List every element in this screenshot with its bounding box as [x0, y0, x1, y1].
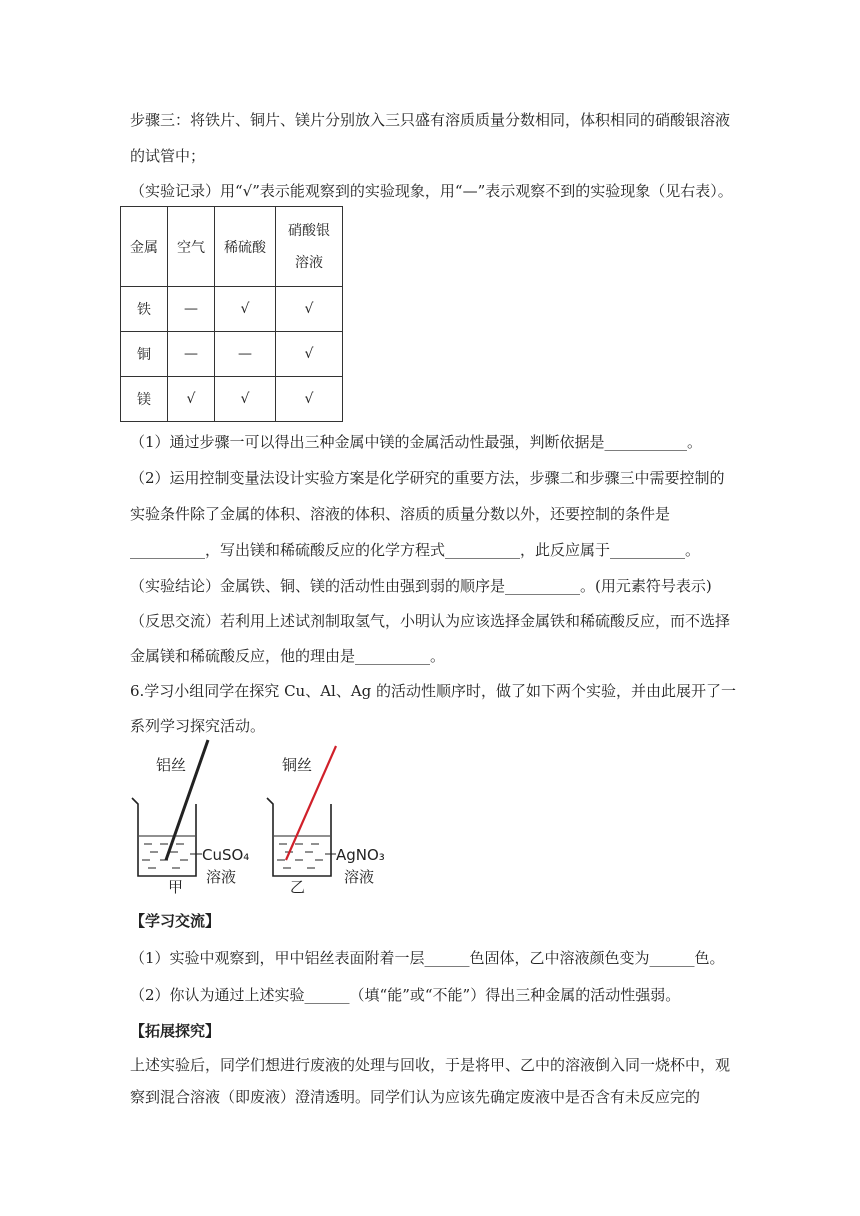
section-heading-extension: 【拓展探究】	[130, 1022, 221, 1040]
table-cell: √	[168, 377, 215, 422]
question-1: （1）通过步骤一可以得出三种金属中镁的金属活动性最强，判断依据是___________。	[130, 433, 703, 451]
exchange-question-2: （2）你认为通过上述实验______（填“能”或“不能”）得出三种金属的活动性强弱。	[130, 986, 681, 1004]
table-row	[121, 332, 343, 377]
table-cell: 铁	[121, 287, 168, 332]
record-text: （实验记录）用“√”表示能观察到的实验现象，用“—”表示观察不到的实验现象（见右表）。	[130, 182, 733, 200]
beaker-jia	[132, 798, 196, 876]
header-text: 硝酸银	[288, 222, 330, 239]
header-cell	[276, 207, 343, 287]
table-cell: √	[276, 377, 343, 422]
table-row	[121, 287, 343, 332]
record-table	[120, 206, 343, 422]
header-text: 溶液	[295, 254, 323, 271]
extension-line1: 上述实验后，同学们想进行废液的处理与回收，于是将甲、乙中的溶液倒入同一烧杯中，观	[130, 1056, 731, 1074]
table-cell: √	[215, 287, 276, 332]
question-2-line3: __________，写出镁和稀硫酸反应的化学方程式__________，此反应属于__________。	[130, 541, 701, 559]
exchange-question-1: （1）实验中观察到，甲中铝丝表面附着一层______色固体，乙中溶液颜色变为______色。	[130, 949, 725, 967]
table-cell: 铜	[121, 332, 168, 377]
beaker-label-yi: 乙	[290, 878, 306, 896]
extension-line2: 察到混合溶液（即废液）澄清透明。同学们认为应该先确定废液中是否含有未反应完的	[130, 1088, 701, 1106]
solution-label-a-suffix: 溶液	[206, 868, 237, 886]
table-cell: 镁	[121, 377, 168, 422]
step3-line1: 步骤三：将铁片、铜片、镁片分别放入三只盛有溶质质量分数相同，体积相同的硝酸银溶液	[130, 111, 731, 129]
solution-label-cuso4: CuSO₄	[202, 846, 250, 864]
wire-label-copper: 铜丝	[282, 756, 313, 774]
table-cell: —	[215, 332, 276, 377]
question-6-line1: 6.学习小组同学在探究 Cu、Al、Ag 的活动性顺序时，做了如下两个实验，并由此展开了一	[130, 682, 737, 700]
table-cell: √	[215, 377, 276, 422]
table-row	[121, 377, 343, 422]
table-header-row	[121, 207, 343, 287]
reflection-line1: （反思交流）若利用上述试剂制取氢气，小明认为应该选择金属铁和稀硫酸反应，而不选择	[130, 612, 731, 630]
solution-label-b-suffix: 溶液	[344, 868, 375, 886]
step3-line2: 的试管中；	[130, 147, 206, 165]
wire-label-aluminum: 铝丝	[156, 756, 187, 774]
section-heading-exchange: 【学习交流】	[130, 912, 221, 930]
table-cell: √	[276, 332, 343, 377]
beaker-label-jia: 甲	[168, 878, 184, 896]
table-cell: √	[276, 287, 343, 332]
table-cell: —	[168, 332, 215, 377]
table-cell: —	[168, 287, 215, 332]
header-cell: 空气	[168, 207, 215, 287]
reflection-line2: 金属镁和稀硫酸反应，他的理由是__________。	[130, 647, 446, 665]
question-6-line2: 系列学习探究活动。	[130, 717, 266, 735]
conclusion-text: （实验结论）金属铁、铜、镁的活动性由强到弱的顺序是__________。(用元素符号表示)	[130, 577, 712, 595]
question-2-line1: （2）运用控制变量法设计实验方案是化学研究的重要方法，步骤二和步骤三中需要控制的	[130, 469, 725, 487]
header-cell: 稀硫酸	[215, 207, 276, 287]
question-2-line2: 实验条件除了金属的体积、溶液的体积、溶质的质量分数以外，还要控制的条件是	[130, 505, 671, 523]
header-cell: 金属	[121, 207, 168, 287]
beaker-yi	[267, 798, 331, 876]
solution-label-agno3: AgNO₃	[336, 846, 385, 864]
experiment-figure	[130, 738, 400, 896]
